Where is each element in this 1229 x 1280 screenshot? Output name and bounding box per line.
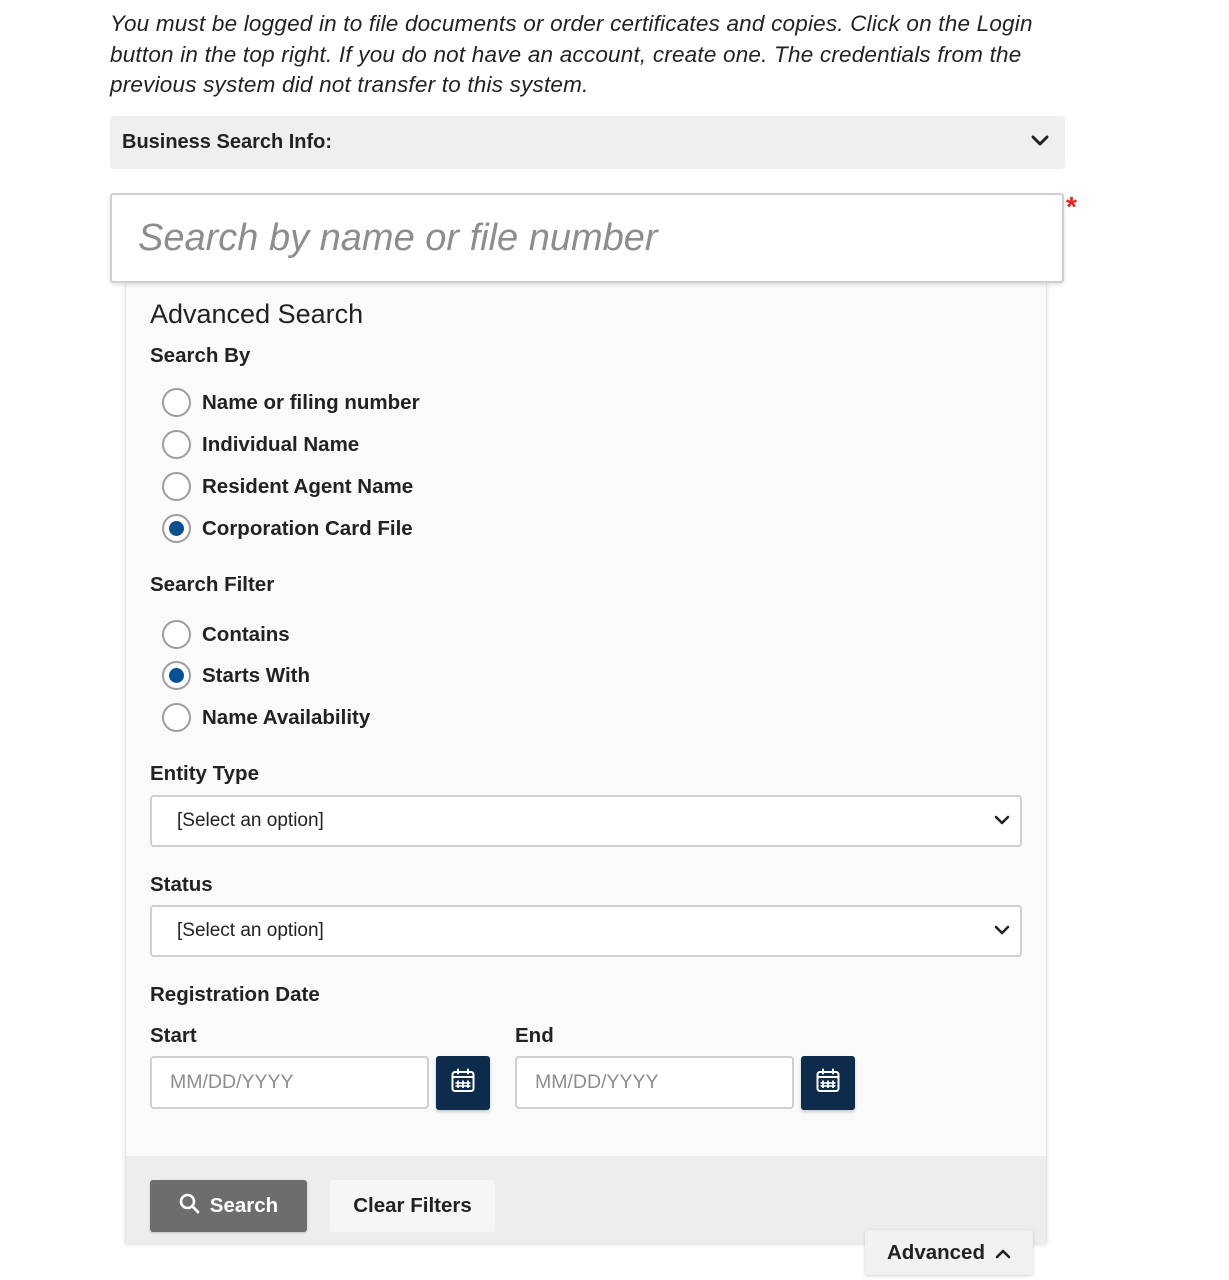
advanced-toggle-label: Advanced <box>887 1240 985 1264</box>
advanced-toggle-button[interactable] <box>865 1230 1033 1275</box>
advanced-search-title: Advanced Search <box>150 299 364 329</box>
calendar-icon <box>815 1068 841 1099</box>
radio-button[interactable] <box>162 703 191 732</box>
entity-type-value: [Select an option] <box>177 810 324 831</box>
radio-label: Contains <box>202 622 290 646</box>
search-icon <box>179 1193 210 1220</box>
search-box <box>110 193 1064 283</box>
login-notice: You must be logged in to file documents or order certificates and copies. Click on the Login button in the top right. If you do not have an account, create one. The credentials from the previous system did not transfer to this system. <box>110 11 1033 97</box>
entity-type-select[interactable] <box>150 795 1022 847</box>
end-date-calendar-button[interactable] <box>801 1056 855 1110</box>
search-input[interactable] <box>112 195 1062 281</box>
start-date-calendar-button[interactable] <box>436 1056 490 1110</box>
radio-label: Starts With <box>202 663 311 687</box>
search-by-label: Search By <box>150 344 251 367</box>
start-date-input[interactable] <box>152 1058 427 1107</box>
search-button-label: Search <box>209 1194 279 1217</box>
radio-name-availability[interactable] <box>162 703 370 732</box>
radio-button[interactable] <box>162 472 191 501</box>
radio-resident-agent-name[interactable] <box>162 472 413 501</box>
end-date-input[interactable] <box>517 1058 792 1107</box>
advanced-search-panel <box>125 283 1047 1243</box>
chevron-down-icon <box>994 922 1010 940</box>
radio-name-or-filing-number[interactable] <box>162 388 420 417</box>
status-select[interactable] <box>150 905 1022 957</box>
radio-contains[interactable] <box>162 620 290 649</box>
radio-corporation-card-file[interactable] <box>162 514 413 543</box>
radio-individual-name[interactable] <box>162 430 359 459</box>
start-date-label: Start <box>150 1024 197 1047</box>
radio-label: Resident Agent Name <box>202 474 414 498</box>
search-filter-label: Search Filter <box>150 573 275 596</box>
radio-label: Name or filing number <box>202 390 420 414</box>
business-search-info-toggle[interactable] <box>110 116 1065 169</box>
radio-starts-with[interactable] <box>162 661 310 690</box>
registration-date-label: Registration Date <box>150 983 320 1006</box>
radio-label: Name Availability <box>202 705 371 729</box>
radio-button-selected[interactable] <box>162 661 191 690</box>
chevron-up-icon <box>985 1241 1011 1265</box>
business-search-info-label: Business Search Info: <box>122 131 333 153</box>
radio-button[interactable] <box>162 388 191 417</box>
required-marker: * <box>1066 191 1077 222</box>
status-value: [Select an option] <box>177 920 324 941</box>
chevron-down-icon <box>1031 134 1049 152</box>
calendar-icon <box>450 1068 476 1099</box>
search-button[interactable] <box>150 1180 307 1232</box>
radio-label: Corporation Card File <box>202 516 413 540</box>
end-date-field <box>515 1056 794 1109</box>
radio-label: Individual Name <box>202 432 360 456</box>
end-date-label: End <box>515 1024 554 1047</box>
radio-button[interactable] <box>162 430 191 459</box>
entity-type-label: Entity Type <box>150 762 259 785</box>
radio-button-selected[interactable] <box>162 514 191 543</box>
start-date-field <box>150 1056 429 1109</box>
chevron-down-icon <box>994 812 1010 830</box>
clear-filters-button[interactable]: Clear Filters <box>330 1180 495 1232</box>
radio-button[interactable] <box>162 620 191 649</box>
status-label: Status <box>150 873 213 896</box>
